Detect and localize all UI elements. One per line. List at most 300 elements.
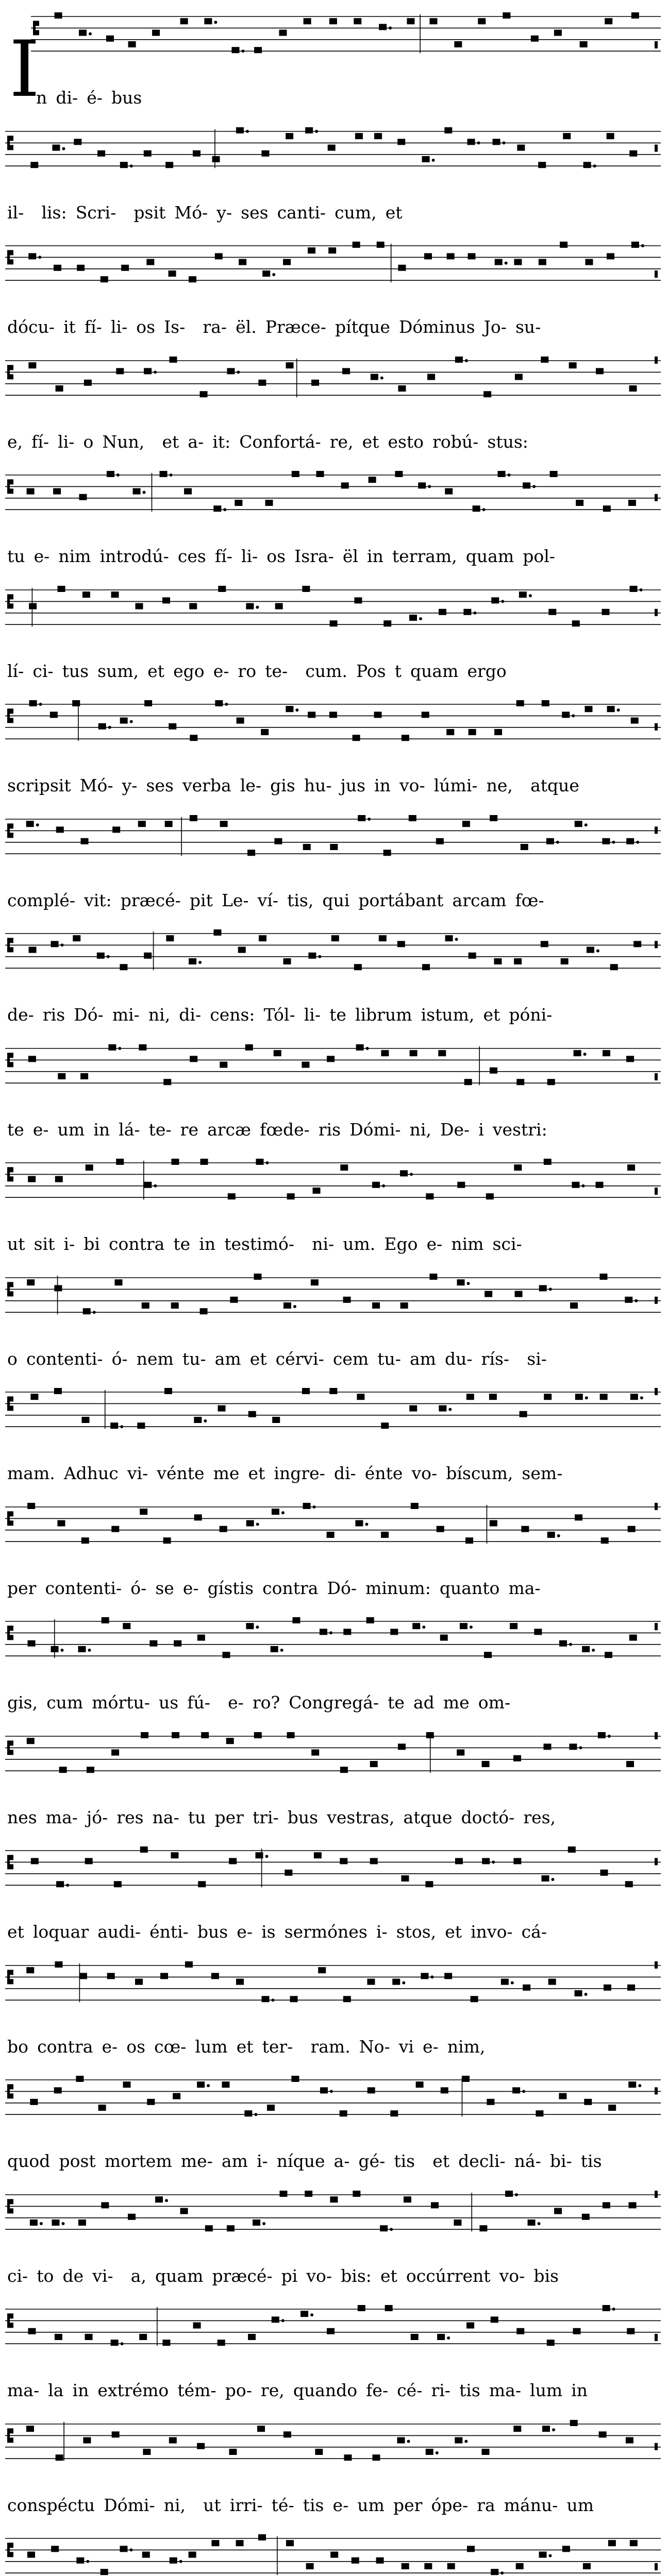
neume [81,1417,89,1423]
punctum-mora-dot [529,594,532,597]
neume [327,1056,335,1062]
neume [486,1193,494,1199]
staff-system [0,1725,668,1840]
neume [279,30,287,36]
neume [424,253,432,259]
neume [493,139,500,145]
neume [523,482,530,488]
neume [422,711,429,718]
neume [404,2196,411,2202]
neume [471,1996,478,2002]
neume [239,259,246,265]
neume [31,1858,39,1864]
neume [547,1532,555,1538]
neume [400,1170,408,1176]
neume [372,2454,380,2461]
neume [308,711,315,718]
neume [607,706,615,712]
neume [569,1743,577,1750]
neume [599,2431,607,2437]
punctum-mora-dot [36,823,39,826]
neume [320,2087,328,2093]
neume [367,1978,375,1985]
neume [447,253,455,259]
staff-system [0,1037,668,1152]
neume [354,964,362,970]
custos [655,144,658,151]
neume [559,2093,566,2099]
punctum-mora-dot [612,840,615,843]
neume [409,1405,417,1412]
neume [253,2219,260,2226]
neume [259,935,266,941]
neume [600,1870,608,1876]
punctum-mora-dot [584,1993,588,1996]
neume [355,1520,363,1526]
neume [85,1858,93,1864]
punctum-mora-dot [508,473,511,477]
neume [27,1279,35,1285]
neume [200,391,208,397]
custos [655,2563,658,2570]
punctum-mora-dot [470,1625,473,1629]
neume [440,1635,448,1641]
neume [544,1159,552,1165]
punctum-mora-dot [455,938,458,941]
neume [111,1749,119,1755]
punctum-mora-dot [551,1878,554,1881]
neume [627,2328,634,2334]
neume [505,2191,513,2197]
punctum-mora-dot [467,1282,470,1285]
lyric-line: mam. Adhuc vi- vénte me et ingre- di- énte vo- bíscum, sem- [7,1463,563,1483]
neume [630,1394,638,1400]
neume [514,1164,522,1171]
neume [308,247,315,253]
neume [439,608,446,615]
neume [437,1526,444,1532]
neume [409,815,416,821]
neume [583,162,591,168]
neume [550,471,558,477]
punctum-mora-dot [121,2342,124,2345]
neume [554,2208,562,2214]
neume [328,144,336,150]
neume [489,1394,497,1400]
punctum-mora-dot [154,1184,157,1188]
neume [541,357,548,363]
neume [541,941,548,947]
neume [111,2340,119,2346]
punctum-mora-dot [428,485,431,488]
neume [381,1050,389,1056]
neume [171,1159,179,1165]
staff-system [0,5,668,120]
neume [56,1881,64,1887]
neume [629,1635,637,1641]
neume [55,1961,62,1968]
neume [402,735,409,741]
staff [0,2413,668,2485]
staff [0,1037,668,1109]
neume [97,953,105,959]
neume [318,1967,326,1973]
neume [52,2219,59,2226]
neume [77,265,85,271]
neume [629,385,637,392]
neume [605,1652,612,1658]
neume [169,723,176,730]
neume [56,826,64,833]
neume [390,1629,398,1635]
neume [418,482,426,488]
neume [330,2552,338,2558]
neume [515,1291,523,1297]
punctum-mora-dot [38,256,41,259]
neume [397,139,405,145]
neume [58,1073,65,1079]
neume [627,1164,635,1171]
neume [421,1973,428,1979]
neume [116,368,124,374]
neume [308,953,316,959]
staff [0,693,668,765]
neume [484,1652,492,1658]
neume [190,735,197,741]
punctum-mora-dot [538,2222,541,2225]
neume [490,1067,497,1073]
punctum-mora-dot [419,617,422,620]
neume [607,253,614,259]
neume [585,259,593,265]
neume [401,1875,409,1882]
neume [29,603,37,609]
neume [481,2449,489,2455]
neume [231,47,239,53]
staff [0,1381,668,1453]
neume [427,374,435,380]
punctum-mora-dot [271,1998,274,2002]
neume [102,1617,109,1623]
neume [343,1996,351,2002]
neume [352,2557,359,2564]
neume [626,1761,634,1767]
neume [467,2546,475,2552]
neume [229,2449,237,2455]
lyric-line: o contenti- ó- nem tu- am et cérvi- cem tu- am du- rís- si- [7,1348,547,1369]
neume [455,2437,462,2443]
neume [78,1646,86,1652]
neume [238,947,246,953]
neume [460,1623,467,1629]
neume [398,1743,406,1750]
neume [128,41,136,47]
punctum-mora-dot [272,273,275,276]
neume [370,1858,378,1864]
neume [344,2454,352,2461]
neume [539,1285,547,1291]
neume [329,1388,337,1394]
neume [498,471,506,477]
neume [235,500,242,506]
punctum-mora-dot [143,491,146,494]
neume [631,242,639,248]
neume [457,1279,465,1285]
punctum-mora-dot [612,2308,615,2311]
neume [331,935,339,941]
neume [570,2420,578,2426]
neume [108,1044,116,1050]
neume [246,1623,254,1629]
neume [144,700,152,706]
lyric-line: ma- la in extrémo tém- po- re, quando fe- cé- ri- tis ma- lum in [7,2380,588,2400]
lyric-line: nes ma- jó- res na- tu per tri- bus vestras, atque doctó- res, [7,1807,556,1827]
punctum-mora-dot [505,262,508,265]
neume [358,815,365,821]
punctum-mora-dot [118,1047,121,1050]
custos [655,270,658,278]
staff [0,1151,668,1224]
punctum-mora-dot [280,1649,283,1652]
neume [286,706,293,712]
punctum-mora-dot [634,1299,638,1302]
neume [190,1056,197,1062]
neume [79,1973,87,1979]
neume [171,1302,179,1309]
neume [311,1749,319,1755]
lyric-line: per contenti- ó- se e- gístis contra Dó- minum: quanto ma- [7,1578,541,1598]
staff-system [0,2413,668,2528]
neume [222,2081,229,2088]
neume [28,2328,36,2334]
neume [374,133,382,139]
punctum-mora-dot [207,2084,210,2087]
neume [330,2196,338,2202]
neume [112,826,120,833]
custos [655,1388,658,1395]
neume [328,247,336,253]
neume [164,1388,172,1394]
neume [142,1302,149,1309]
neume [286,362,294,368]
staff-system [0,1954,668,2069]
neume [101,276,108,282]
punctum-mora-dot [640,1396,643,1399]
neume [302,1388,310,1394]
neume [72,700,80,706]
neume [411,2334,419,2340]
custos [655,1073,658,1080]
punctum-mora-dot [477,141,480,144]
punctum-mora-dot [465,359,468,362]
neume [485,1291,492,1297]
neume [138,821,146,827]
neume [292,1617,300,1623]
neume [353,2191,360,2197]
neume [425,1881,433,1887]
neume [27,488,35,495]
punctum-mora-dot [256,605,259,608]
neume [340,2110,347,2116]
neume [135,1978,143,1985]
neume [628,500,636,506]
punctum-mora-dot [366,1047,369,1050]
neume [354,597,362,603]
neume [356,1044,364,1050]
neume [587,947,594,953]
neume [226,1738,234,1744]
neume [542,2426,550,2432]
neume [257,2426,265,2432]
lyric-line: bo contra e- os cœ- lum et ter- ram. No- vi e- nim, [7,2036,486,2057]
neume [28,1640,36,1647]
custos [655,1623,658,1630]
neume [605,18,612,24]
neume [379,24,387,30]
neume [383,620,391,626]
neume [625,1881,633,1887]
punctum-mora-dot [515,2193,518,2196]
punctum-mora-dot [389,26,392,29]
neume [454,41,462,47]
punctum-mora-dot [93,1311,96,1314]
neume [603,2305,610,2311]
neume [81,838,89,844]
neume [30,2099,38,2105]
neume [327,2328,335,2334]
lyric-line: te e- um in lá- te- re arcæ fœde- ris Dómi- ni, De- i vestri: [7,1119,547,1140]
punctum-mora-dot [237,370,240,374]
staff [0,579,668,651]
neume [254,47,262,53]
neume [447,2563,455,2569]
neume [371,374,378,380]
punctum-mora-dot [473,611,476,614]
neume [467,253,475,259]
neume [163,1537,171,1544]
lyric-line: complé- vit: præcé- pit Le- ví- tis, qui portábant arcam fœ- [7,890,544,910]
neume [501,1978,509,1985]
neume [54,1285,62,1291]
neume [76,2557,84,2564]
staff-system [0,2069,668,2183]
punctum-mora-dot [380,376,383,379]
neume [172,1732,179,1738]
neume [596,368,604,374]
neume [353,242,360,248]
punctum-mora-dot [254,2113,257,2116]
staff-system [0,2183,668,2298]
custos [655,2191,658,2198]
neume [596,1182,604,1188]
staff [0,1725,668,1797]
neume [26,2426,34,2432]
punctum-mora-dot [640,588,643,591]
neume [180,2208,188,2214]
neume [275,603,283,609]
punctum-mora-dot [407,2439,410,2443]
neume [201,1159,208,1165]
neume [190,815,197,821]
punctum-mora-dot [330,2090,333,2093]
neume [194,1514,202,1520]
neume [144,368,152,374]
neume [457,1749,464,1755]
neume [306,2563,314,2569]
punctum-mora-dot [214,21,217,24]
neume [516,2563,524,2569]
neume [97,150,105,156]
neume [218,1405,226,1412]
neume [374,711,382,718]
neume [155,2196,163,2202]
neume [491,2316,498,2323]
neume [197,1635,205,1641]
neume [123,1623,130,1629]
neume [513,1858,521,1864]
neume [629,150,637,156]
neume [55,1176,63,1182]
custos [655,2087,658,2094]
punctum-mora-dot [204,1419,207,1422]
neume [261,150,269,156]
staff [0,2298,668,2370]
neume [431,2202,439,2208]
neume [495,259,503,265]
neume [116,1159,124,1165]
neume [514,958,522,964]
neume [542,700,549,706]
neume [189,276,196,282]
neume [236,127,244,133]
punctum-mora-dot [556,840,559,843]
staff-system [0,579,668,693]
neume [163,1079,171,1085]
punctum-mora-dot [40,2222,43,2225]
neume [169,357,177,363]
neume [572,1182,579,1188]
neume [444,127,452,133]
punctum-mora-dot [422,1625,425,1629]
neume [261,729,269,735]
punctum-mora-dot [154,370,157,374]
neume [584,2099,592,2105]
neume [398,265,406,271]
punctum-mora-dot [66,1884,69,1887]
lyric-line: dócu- it fí- li- os Is- ra- ël. Præce- pítque Dóminus Jo- su- [7,317,541,337]
neume [410,1050,417,1056]
neume [539,2552,547,2558]
neume [353,735,360,741]
punctum-mora-dot [511,1981,514,1984]
neume [491,597,499,603]
neume [400,1302,408,1309]
neume [379,935,387,941]
neume [521,844,528,850]
neume [398,385,406,392]
neume [320,1629,327,1635]
neume [258,2534,266,2540]
neume [141,1732,148,1738]
punctum-mora-dot [436,2451,439,2454]
neume [28,253,36,259]
neume [189,603,197,609]
neume [112,2431,120,2437]
neume [314,1852,322,1858]
punctum-mora-dot [130,720,133,723]
neume [51,941,59,947]
staff-system [0,1496,668,1611]
